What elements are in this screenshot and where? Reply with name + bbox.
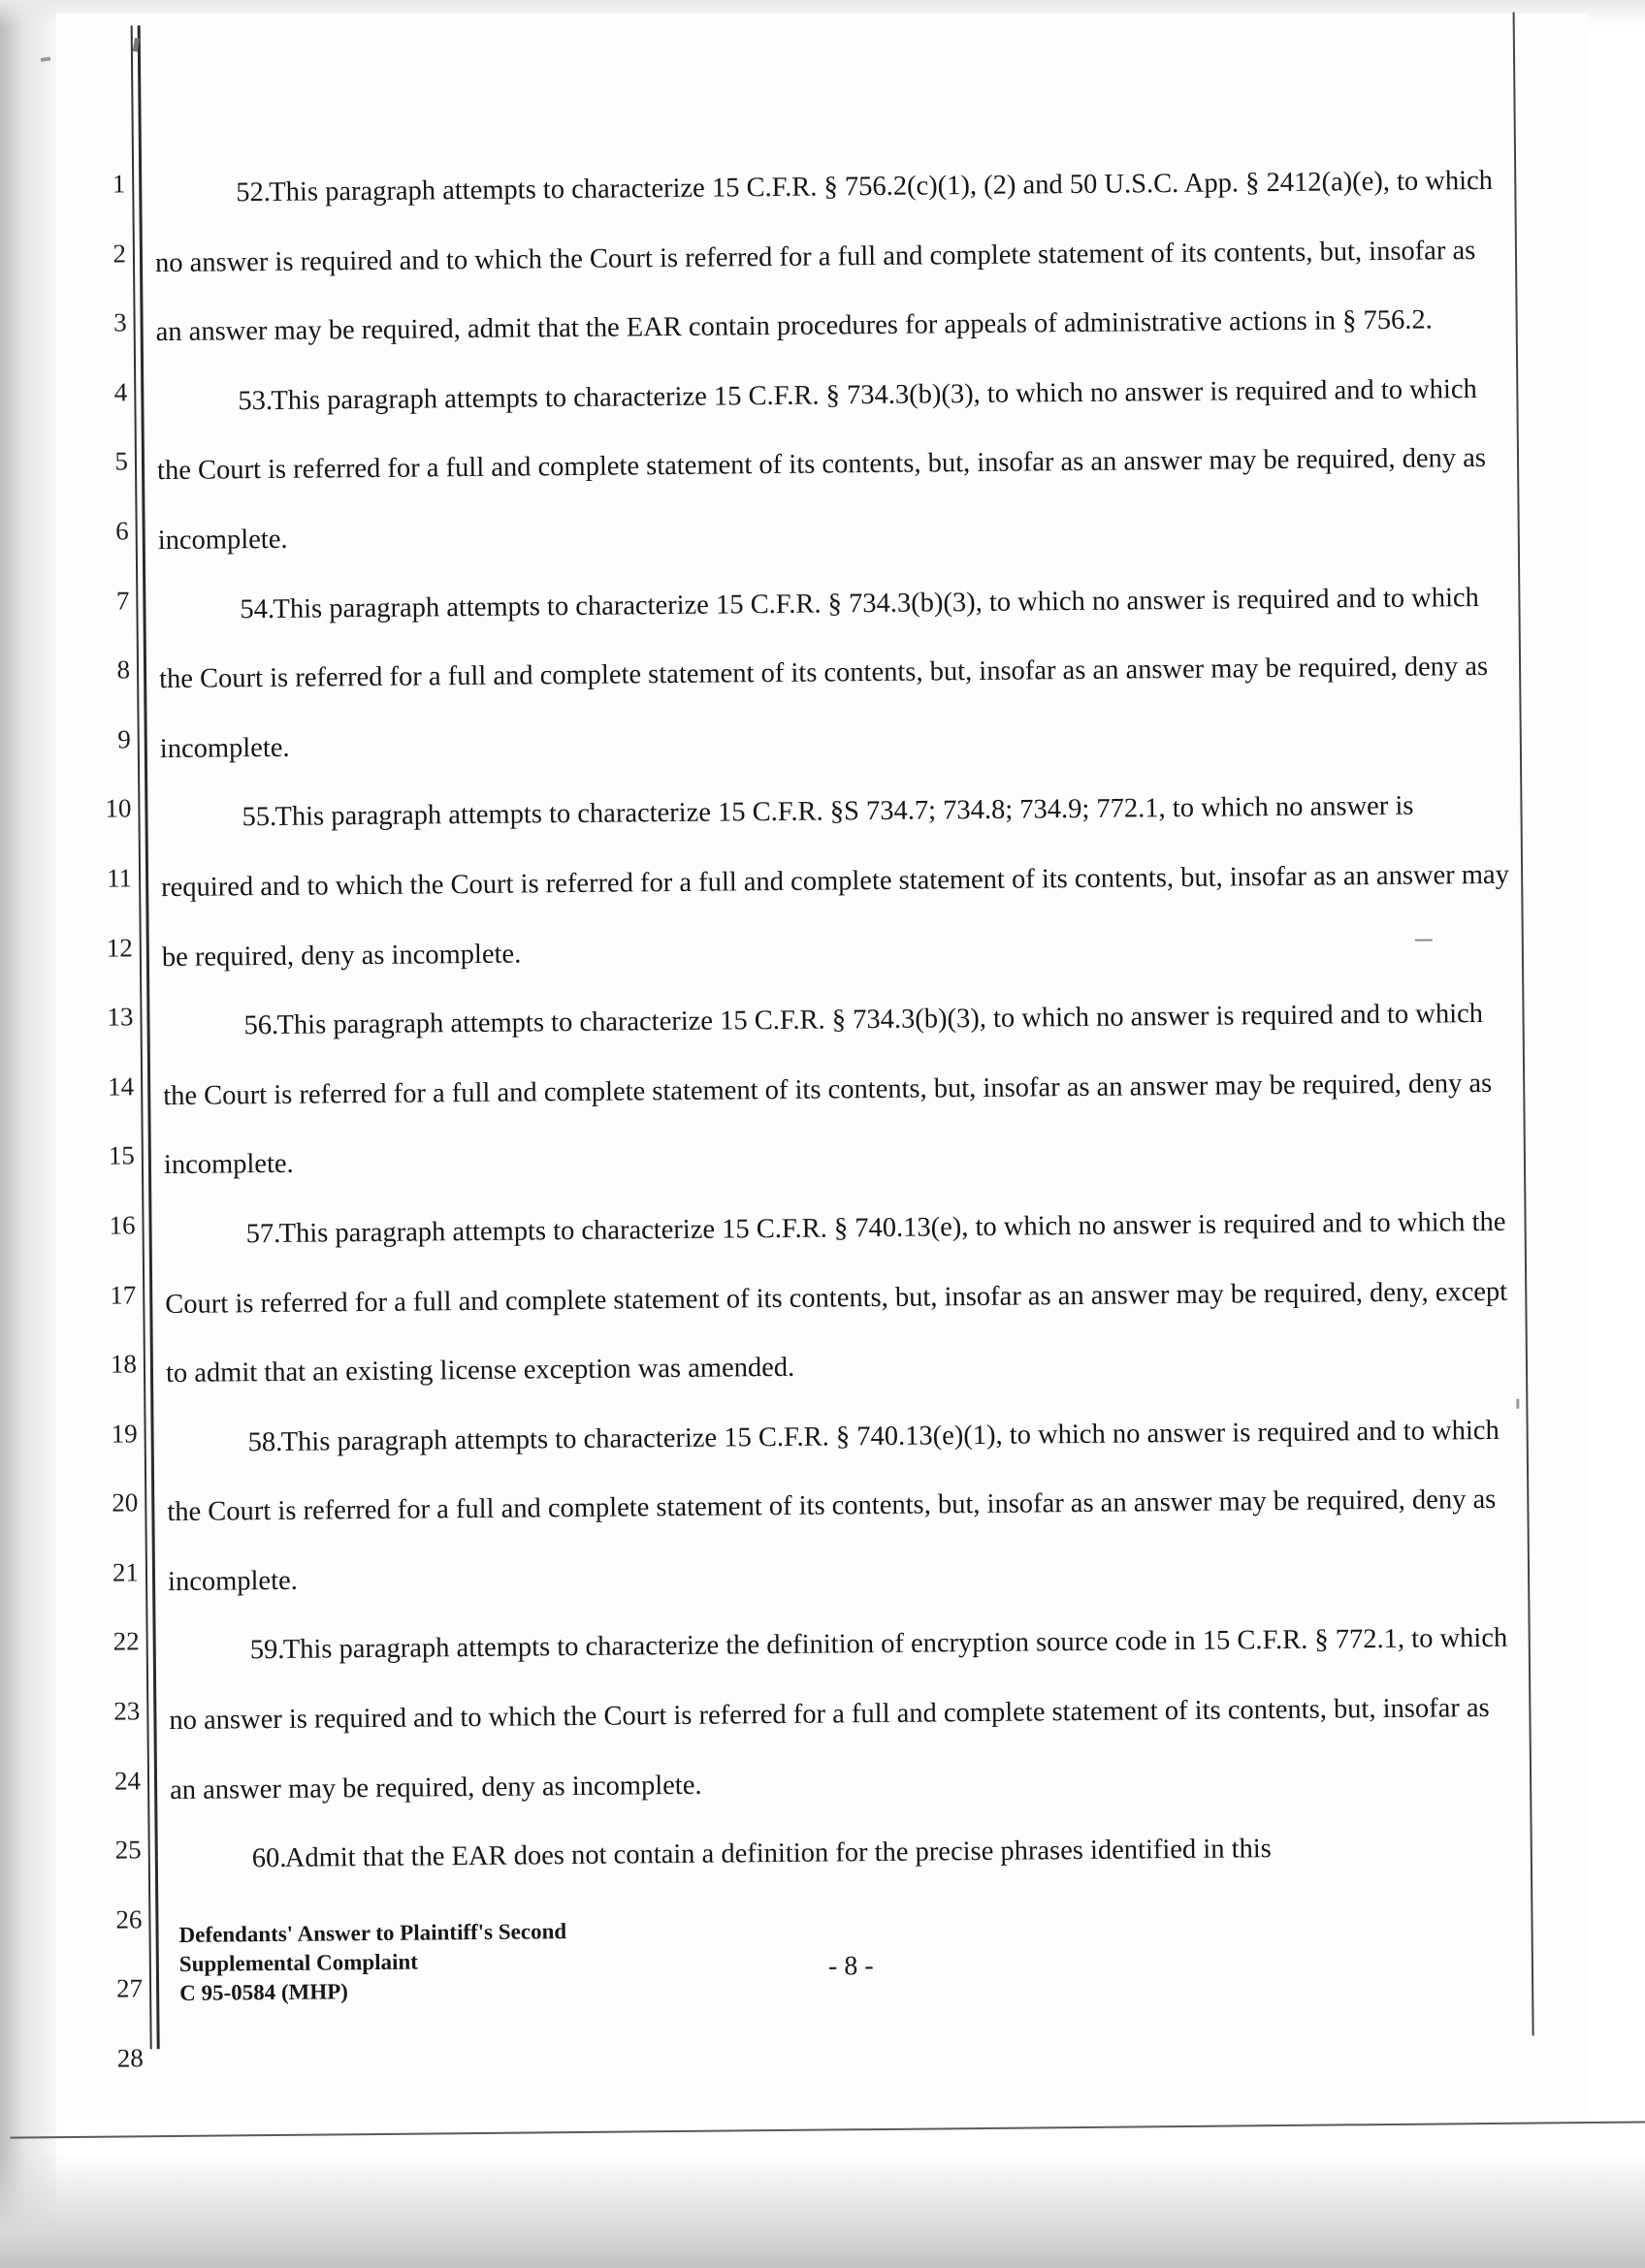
line-number: 3 bbox=[113, 307, 127, 337]
line-number: 6 bbox=[115, 516, 129, 546]
footer-line-3: C 95-0584 (MHP) bbox=[179, 1979, 349, 2005]
numbered-paragraph bbox=[160, 771, 1510, 992]
numbered-paragraph bbox=[156, 355, 1506, 576]
line-number: 23 bbox=[113, 1696, 141, 1726]
line-number: 8 bbox=[116, 655, 131, 685]
line-number: 2 bbox=[113, 238, 127, 269]
paragraph-text: This paragraph attempts to characterize 15 C.F.R. §S 734.7; 734.8; 734.9; 772.1, to which no answer is required and to which the Court is referred for a full and complete statement of its contents, but, insofar as an answer may be required, deny as incomplete. bbox=[161, 791, 1510, 973]
line-number: 18 bbox=[110, 1349, 138, 1379]
footer-line-1: Defendants' Answer to Plaintiff's Second bbox=[178, 1919, 567, 1947]
body-text-block bbox=[154, 146, 1519, 1895]
paragraph-text: Admit that the EAR does not contain a definition for the precise phrases identified in this bbox=[284, 1834, 1272, 1874]
numbered-paragraph bbox=[164, 1188, 1514, 1409]
line-number: 4 bbox=[113, 377, 128, 407]
paragraph-text: This paragraph attempts to characterize 15 C.F.R. § 734.3(b)(3), to which no answer is required and to which the Court is referred for a full and complete statement of its contents, but, insofar as an answer may be required, deny as incomplete. bbox=[158, 582, 1489, 764]
numbered-paragraph bbox=[166, 1395, 1516, 1616]
paragraph-number: 56. bbox=[243, 1010, 279, 1041]
line-number: 15 bbox=[108, 1140, 135, 1170]
footer-line-2: Supplemental Complaint bbox=[178, 1949, 418, 1976]
line-number: 24 bbox=[113, 1765, 142, 1796]
line-number: 13 bbox=[107, 1002, 134, 1032]
line-number: 22 bbox=[113, 1626, 140, 1657]
line-number: 21 bbox=[112, 1557, 140, 1587]
paragraph-text: This paragraph attempts to characterize 15 C.F.R. § 740.13(e), to which no answer is required and to which the Court is referred for a full and complete statement of its contents, but, insofar as an answer may be required, deny, except to admit that an existing license exception was amended. bbox=[165, 1206, 1508, 1390]
line-number: 11 bbox=[106, 863, 133, 893]
document-footer bbox=[178, 1917, 566, 2008]
line-number: 5 bbox=[114, 446, 129, 476]
paragraph-text: This paragraph attempts to characterize 15 C.F.R. § 740.13(e)(1), to which no answer is required and to which the Court is referred for a full and complete statement of its contents, but, insofar as an answer may be required, deny as incomplete. bbox=[167, 1415, 1500, 1597]
line-number: 14 bbox=[108, 1071, 135, 1102]
paragraph-number: 59. bbox=[249, 1635, 285, 1666]
scan-artifact-tick bbox=[1516, 1399, 1519, 1409]
line-number: 20 bbox=[112, 1487, 139, 1517]
line-number: 10 bbox=[105, 793, 132, 823]
paragraph-number: 54. bbox=[240, 593, 275, 624]
line-number: 26 bbox=[115, 1904, 143, 1934]
paragraph-text: This paragraph attempts to characterize 15 C.F.R. § 756.2(c)(1), (2) and 50 U.S.C. App. § 2412(a)(e), to which no answer is required and to which the Court is referred for a full and complete statement of its contents, but, insofar as an answer may be required, admit that the EAR contain procedures for appeals of administrative actions in § 756.2. bbox=[154, 165, 1494, 348]
line-number: 12 bbox=[106, 932, 133, 963]
numbered-paragraph bbox=[170, 1812, 1519, 1895]
line-number: 25 bbox=[114, 1835, 142, 1865]
line-number: 7 bbox=[115, 585, 130, 616]
line-number: 16 bbox=[109, 1210, 136, 1240]
page-bottom-rule bbox=[11, 2121, 1645, 2138]
line-number: 17 bbox=[110, 1279, 137, 1310]
paragraph-number: 52. bbox=[236, 176, 272, 208]
scan-edge-shadow-left bbox=[0, 0, 56, 2268]
line-number: 19 bbox=[111, 1419, 138, 1449]
line-number: 1 bbox=[112, 169, 126, 199]
line-number: 28 bbox=[116, 2043, 144, 2073]
paragraph-text: This paragraph attempts to characterize 15 C.F.R. § 734.3(b)(3), to which no answer is required and to which the Court is referred for a full and complete statement of its contents, but, insofar as an answer may be required, deny as incomplete. bbox=[163, 999, 1493, 1181]
paragraph-number: 53. bbox=[238, 385, 274, 417]
numbered-paragraph bbox=[154, 146, 1504, 367]
line-number: 9 bbox=[117, 724, 131, 754]
numbered-paragraph bbox=[162, 979, 1512, 1200]
paragraph-text: This paragraph attempts to characterize the definition of encryption source code in 15 C.F.R. § 772.1, to which no answer is required and to which the Court is referred for a full and complete statement of its contents, but, insofar as an answer may be required, deny as incomplete. bbox=[169, 1623, 1508, 1805]
scan-edge-shadow-bottom bbox=[0, 2152, 1645, 2268]
page-number: - 8 - bbox=[827, 1951, 874, 1982]
paragraph-number: 55. bbox=[242, 802, 277, 833]
paragraph-number: 58. bbox=[247, 1426, 283, 1457]
numbered-paragraph bbox=[158, 562, 1508, 783]
line-number: 27 bbox=[115, 1973, 144, 2004]
paragraph-number: 57. bbox=[245, 1218, 281, 1250]
paragraph-text: This paragraph attempts to characterize 15 C.F.R. § 734.3(b)(3), to which no answer is required and to which the Court is referred for a full and complete statement of its contents, but, insofar as an answer may be required, deny as incomplete. bbox=[156, 373, 1487, 557]
paragraph-number: 60. bbox=[251, 1843, 287, 1874]
numbered-paragraph bbox=[168, 1604, 1518, 1825]
